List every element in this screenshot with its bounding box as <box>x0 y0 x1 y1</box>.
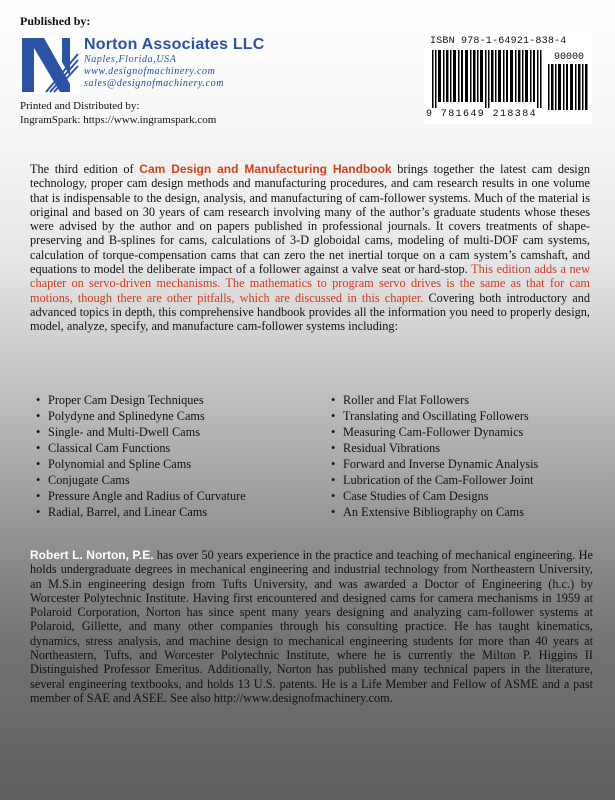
list-item: • Roller and Flat Followers <box>331 392 538 408</box>
barcode-panel <box>424 32 592 124</box>
price-code: 90000 <box>554 52 585 63</box>
list-item: • Proper Cam Design Techniques <box>36 392 246 408</box>
list-item: • Residual Vibrations <box>331 440 538 456</box>
barcode-bars-main <box>432 50 542 108</box>
norton-logo-icon <box>20 36 80 94</box>
list-item: • Polydyne and Splinedyne Cams <box>36 408 246 424</box>
company-name: Norton Associates LLC <box>84 36 265 53</box>
list-item: • Polynomial and Spline Cams <box>36 456 246 472</box>
list-item: • Classical Cam Functions <box>36 440 246 456</box>
printed-by-label: Printed and Distributed by: <box>20 100 140 112</box>
list-item: • Measuring Cam-Follower Dynamics <box>331 424 538 440</box>
list-item: • Radial, Barrel, and Linear Cams <box>36 504 246 520</box>
company-location: Naples,Florida,USA <box>84 54 177 65</box>
list-item: • Pressure Angle and Radius of Curvature <box>36 488 246 504</box>
topics-list-left <box>36 392 246 520</box>
description-part1: The third edition of <box>30 162 140 176</box>
list-item: • Single- and Multi-Dwell Cams <box>36 424 246 440</box>
list-item: • An Extensive Bibliography on Cams <box>331 504 538 520</box>
printed-by-value: IngramSpark: https://www.ingramspark.com <box>20 114 217 126</box>
author-name: Robert L. Norton, P.E. <box>30 548 154 562</box>
list-item: • Translating and Oscillating Followers <box>331 408 538 424</box>
description-highlight: This edition adds a new chapter on servo-driven mechanisms. The mathematics to program servo drives is the same as that for cam motions, though there are other pitfalls, which are discussed in this chapter. <box>30 262 591 305</box>
barcode-bars-addon <box>548 64 588 110</box>
publisher-logo-area <box>20 14 280 98</box>
author-bio <box>30 548 593 705</box>
isbn-digits: 9 781649 218384 <box>426 109 538 120</box>
list-item: • Conjugate Cams <box>36 472 246 488</box>
book-title: Cam Design and Manufacturing Handbook <box>139 162 392 176</box>
company-email[interactable]: sales@designofmachinery.com <box>84 78 225 89</box>
topics-list-right <box>331 392 538 520</box>
description-part3: Covering both introductory and advanced topics in depth, this comprehensive handbook provides all the information you need to properly design, model, analyze, specify, and manufacture cam-follower systems including: <box>30 290 591 334</box>
published-by-label: Published by: <box>20 14 91 28</box>
company-website[interactable]: www.designofmachinery.com <box>84 66 216 77</box>
list-item: • Forward and Inverse Dynamic Analysis <box>331 456 538 472</box>
book-description <box>30 162 590 334</box>
company-info <box>84 36 265 90</box>
author-bio-text: has over 50 years experience in the practice and teaching of mechanical engineering. He holds undergraduate degrees in mechanical engineering and industrial technology from Northeastern University, an M.S.in engineering design from Tufts University, and was awarded a Doctor of Engineering (h.c.) by Worcester Polytechnic Institute. Having first encountered and designed cams for camera mechanisms in 1959 at Polaroid Corporation, Norton has since spent many years designing and analyzing cam-follower systems at Polaroid, Gillette, and many other companies through his consulting practice. He has taught kinematics, dynamics, stress analysis, and machine design to mechanical engineering students for more than 40 years at Northeastern, Tufts, and Worcester Polytechnic Institute, where he is currently the Milton P. Higgins II Distinguished Professor Emeritus. Additionally, Norton has published many technical papers in the literature, several engineering textbooks, and holds 13 U.S. patents. He is a Life Member and Fellow of ASME and a past member of SAE and ASEE. See also http://www.designofmachinery.com. <box>30 548 593 705</box>
printed-by-block <box>20 99 216 127</box>
description-part2: brings together the latest cam design technology, proper cam design methods and manufacturing procedures, and cam research results in one volume that is indispensable to the design, analysis, and manufacturing of cam-follower systems. Much of the material is original and based on 30 years of cam research involving many of the author’s graduate students whose theses were advised by the author and on papers published in professional journals. It covers treatments of shape-preserving and B-splines for cams, calculations of 3-D globoidal cams, modeling of multi-DOF cam systems, calculation of torque-compensation cams that can zero the net inertial torque on a cam system’s camshaft, and equations to model the deliberate impact of a follower against a valve seat or hard-stop. <box>30 162 590 277</box>
isbn-label: ISBN 978-1-64921-838-4 <box>430 36 567 47</box>
list-item: • Lubrication of the Cam-Follower Joint <box>331 472 538 488</box>
list-item: • Case Studies of Cam Designs <box>331 488 538 504</box>
